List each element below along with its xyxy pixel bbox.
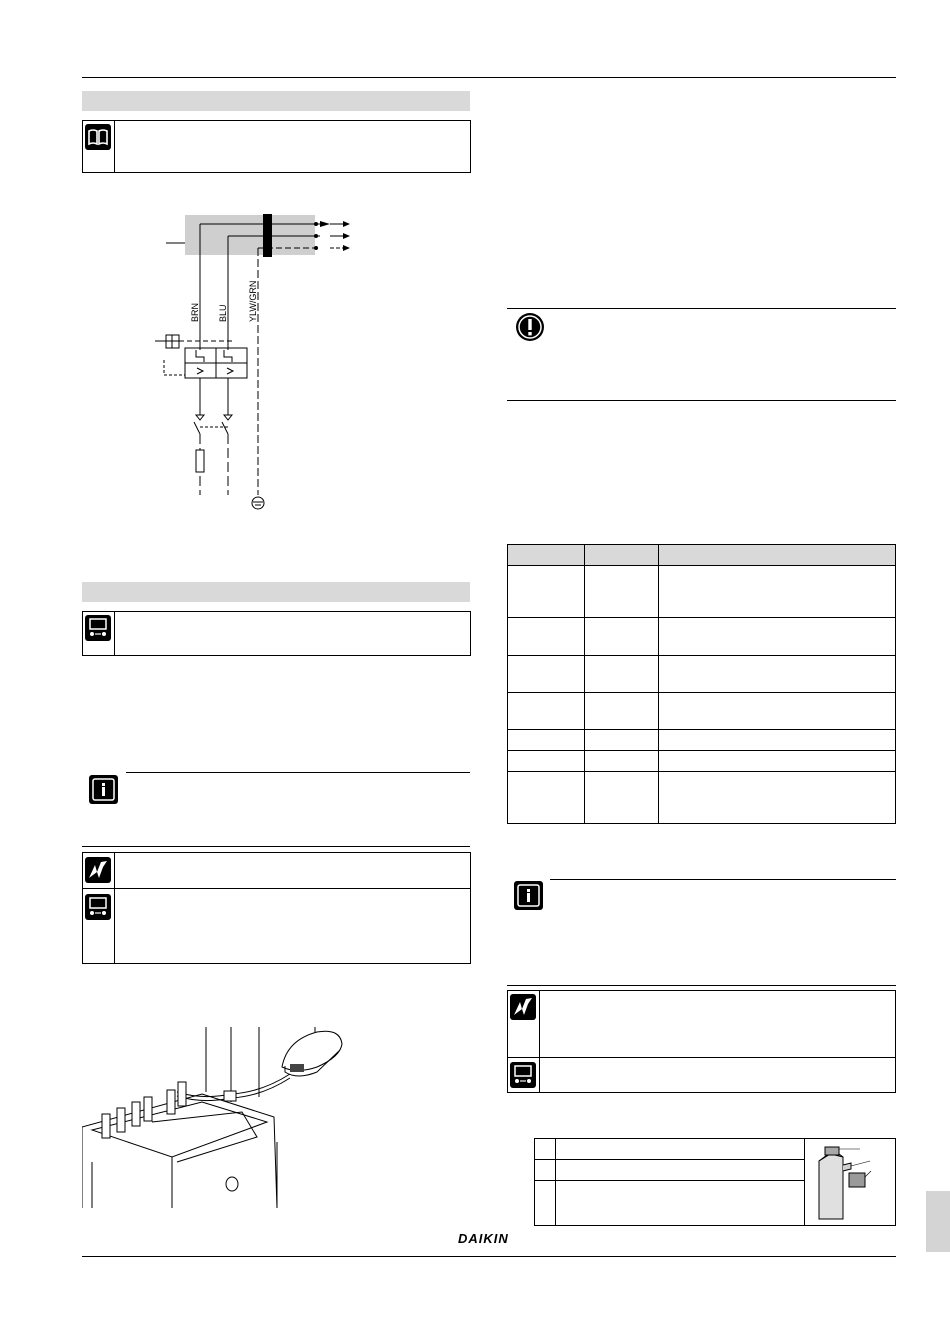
info-top-rule <box>126 772 470 773</box>
icon-cell <box>83 121 115 172</box>
table-row <box>508 566 896 618</box>
legend-figure-cell <box>805 1139 896 1226</box>
header-rule <box>82 77 896 78</box>
table-row <box>508 618 896 656</box>
wave-icon <box>85 857 111 883</box>
display-icon <box>510 1062 536 1088</box>
legend-table <box>534 1138 896 1226</box>
info-bottom-rule <box>82 846 470 847</box>
terminal-area-vertical <box>185 215 267 255</box>
caution-bottom-rule <box>507 400 896 401</box>
table-row <box>508 656 896 693</box>
table-header-cell <box>508 545 585 566</box>
wave-icon <box>510 994 536 1020</box>
unit-illustration <box>82 1022 352 1208</box>
connector-illustration <box>805 1139 895 1225</box>
table-row <box>508 730 896 751</box>
caution-top-rule <box>507 308 896 309</box>
info-icon <box>89 775 118 804</box>
info-bottom-rule <box>507 985 896 986</box>
brand-logo: DAIKIN <box>458 1231 509 1246</box>
footer-rule <box>82 1256 896 1257</box>
section-bar <box>82 582 470 602</box>
display-icon <box>85 615 111 641</box>
legend-row <box>535 1139 896 1160</box>
wire-label-ylwgrn: YLW/GRN <box>248 280 258 322</box>
wire-label-blu: BLU <box>218 304 228 322</box>
wiring-diagram <box>150 210 360 515</box>
installer-user-box <box>507 990 896 1093</box>
table-header-cell <box>659 545 896 566</box>
wire-label-brn: BRN <box>190 302 200 322</box>
info-icon <box>514 881 543 910</box>
chapter-tab <box>926 1191 950 1252</box>
book-icon <box>85 124 111 150</box>
table-row <box>508 751 896 772</box>
info-top-rule <box>550 879 896 880</box>
reference-box <box>82 120 471 173</box>
data-table <box>507 544 896 824</box>
box-divider <box>83 888 470 889</box>
table-row <box>508 693 896 730</box>
table-header-cell <box>585 545 659 566</box>
display-icon <box>85 894 111 920</box>
box-divider <box>508 1057 895 1058</box>
table-header-row <box>508 545 896 566</box>
icon-cell <box>83 612 115 655</box>
exclamation-icon <box>515 312 545 342</box>
table-row <box>508 772 896 824</box>
user-interface-box <box>82 611 471 656</box>
section-bar <box>82 91 470 111</box>
installer-user-box <box>82 852 471 964</box>
